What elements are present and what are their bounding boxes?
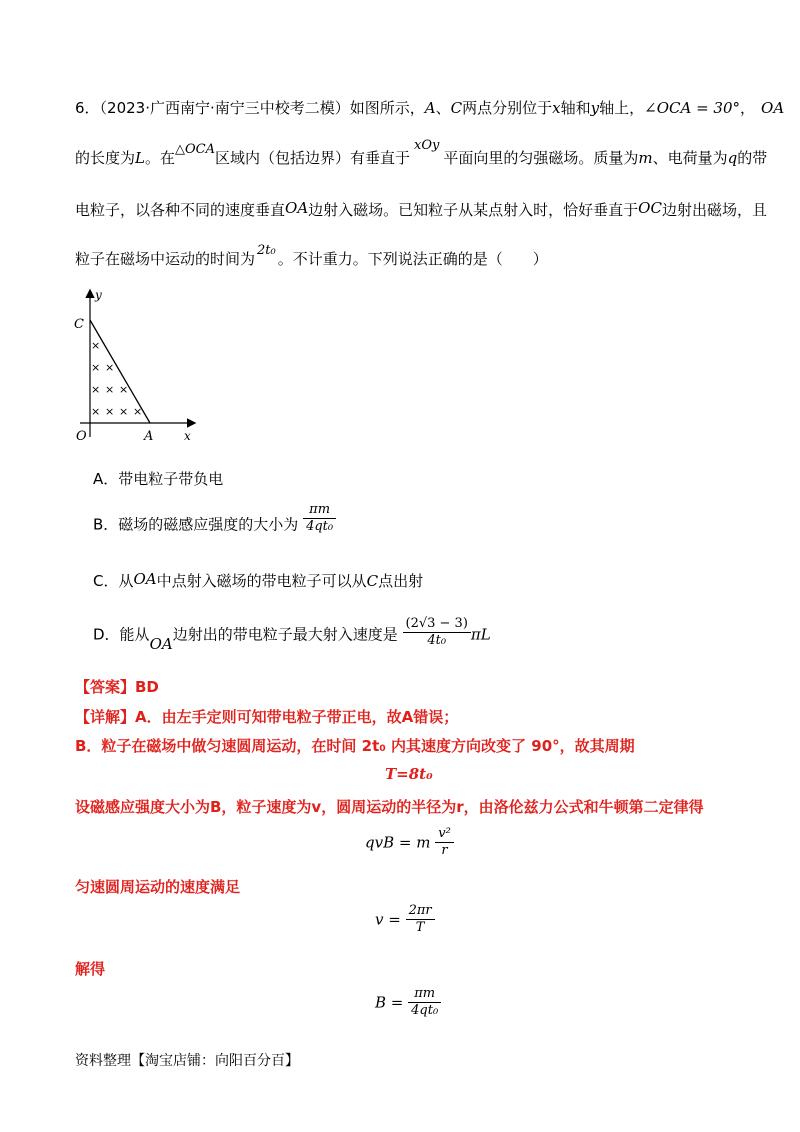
- question-source: （2023·广西南宁·南宁三中校考二模）: [99, 99, 350, 117]
- set-line: 设磁感应强度大小为B，粒子速度为v，圆周运动的半径为r，由洛伦兹力公式和牛顿第二定律得: [75, 798, 704, 816]
- var-OA: OA: [149, 635, 173, 654]
- field-cross: ×: [105, 383, 115, 396]
- equation-3: [375, 986, 441, 1020]
- var-OA: OA: [133, 570, 157, 588]
- field-cross: ×: [91, 383, 101, 396]
- var-A: A: [424, 99, 436, 117]
- detail-A: [75, 706, 458, 727]
- detail-label: 【详解】: [75, 708, 136, 726]
- question-line-2: [75, 138, 768, 168]
- uniform-line: 匀速圆周运动的速度满足: [75, 878, 241, 896]
- text: 的长度为: [75, 149, 136, 167]
- text: 区域内（包括边界）有垂直于: [215, 149, 411, 167]
- var-OC: OC: [638, 199, 662, 217]
- var-OA: OA: [285, 199, 309, 217]
- equation-2: [375, 903, 435, 937]
- var-xOy: xOy: [414, 138, 440, 153]
- var-L: L: [135, 149, 145, 167]
- label-x: x: [184, 429, 191, 443]
- period-formula: T=8t₀: [385, 765, 433, 783]
- pi-L: πL: [470, 625, 491, 644]
- magnetic-field-figure: [70, 285, 210, 445]
- var-x: x: [552, 99, 561, 117]
- text: 边射出磁场，且: [661, 201, 767, 219]
- text: qvB = m: [365, 833, 431, 852]
- label-A: A: [144, 429, 154, 444]
- fraction: $\frac{(2√3 - 3)}{\text{4t₀}}$: [403, 616, 471, 650]
- option-A: A．带电粒子带负电: [93, 470, 224, 488]
- label-O: O: [76, 429, 87, 444]
- text: v =: [375, 910, 401, 929]
- field-cross: ×: [133, 405, 143, 418]
- answer-label: 【答案】BD: [75, 678, 159, 696]
- text: 平面向里的匀强磁场。质量为: [443, 149, 639, 167]
- text: 、: [435, 99, 451, 117]
- field-cross: ×: [91, 339, 101, 352]
- angle-formula: ∠OCA = 30°: [644, 99, 740, 117]
- question-line-1: [75, 97, 784, 118]
- field-cross: ×: [119, 405, 129, 418]
- text: 两点分别位于: [462, 99, 553, 117]
- text: 如图所示，: [349, 99, 425, 117]
- text: 电粒子，以各种不同的速度垂直: [75, 201, 286, 219]
- text: 的带: [737, 149, 768, 167]
- text: D．能从: [93, 625, 150, 644]
- var-y: y: [590, 99, 600, 117]
- field-cross: ×: [91, 405, 101, 418]
- text: 边射入磁场。已知粒子从某点射入时，恰好垂直于: [308, 201, 639, 219]
- label-y: y: [95, 288, 102, 302]
- text: A．由左手定则可知带电粒子带正电，故A错误；: [135, 708, 459, 726]
- var-OA: OA: [761, 99, 785, 117]
- text: 、电荷量为: [652, 149, 728, 167]
- text: 轴和: [560, 99, 591, 117]
- footer: 资料整理【淘宝店铺：向阳百分百】: [75, 1053, 299, 1069]
- text: 中点射入磁场的带电粒子可以从: [156, 572, 367, 590]
- field-cross: ×: [105, 405, 115, 418]
- text: B．磁场的磁感应强度的大小为: [93, 515, 299, 534]
- triangle-OCA: △OCA: [175, 142, 215, 157]
- field-cross: ×: [119, 383, 129, 396]
- option-D: [93, 618, 491, 652]
- field-cross: ×: [105, 361, 115, 374]
- fraction: $\frac{2\pi r}{T}$: [406, 903, 435, 937]
- question-number: 6．: [75, 99, 100, 117]
- option-B: [93, 502, 336, 542]
- var-m: m: [638, 149, 653, 167]
- time-2t0: 2t₀: [257, 243, 276, 258]
- fraction: $\frac{\text{v²}}{r}$: [435, 826, 454, 860]
- fraction: $\frac{\pi m}{\text{4qt₀}}$: [303, 502, 336, 536]
- var-q: q: [727, 149, 738, 167]
- text: 。在: [144, 149, 175, 167]
- question-line-3: [75, 199, 767, 220]
- var-C: C: [450, 99, 463, 117]
- field-cross: ×: [91, 361, 101, 374]
- text: 轴上，: [599, 99, 645, 117]
- label-C: C: [74, 317, 84, 332]
- text: B =: [375, 993, 404, 1012]
- text: ，: [740, 99, 756, 117]
- text: 边射出的带电粒子最大射入速度是: [172, 625, 398, 644]
- option-C: [93, 570, 423, 591]
- solve-label: 解得: [75, 960, 106, 978]
- text: C．从: [93, 572, 134, 590]
- text: 。不计重力。下列说法正确的是（ ）: [277, 250, 548, 268]
- text: 粒子在磁场中运动的时间为: [75, 250, 256, 268]
- var-C: C: [366, 572, 379, 590]
- text: 点出射: [378, 572, 424, 590]
- question-line-4: [75, 243, 548, 269]
- equation-1: [365, 826, 454, 860]
- fraction: $\frac{\pi m}{\text{4qt₀}}$: [408, 986, 441, 1020]
- detail-B: B．粒子在磁场中做匀速圆周运动，在时间 2t₀ 内其速度方向改变了 90°，故其周期: [75, 737, 635, 755]
